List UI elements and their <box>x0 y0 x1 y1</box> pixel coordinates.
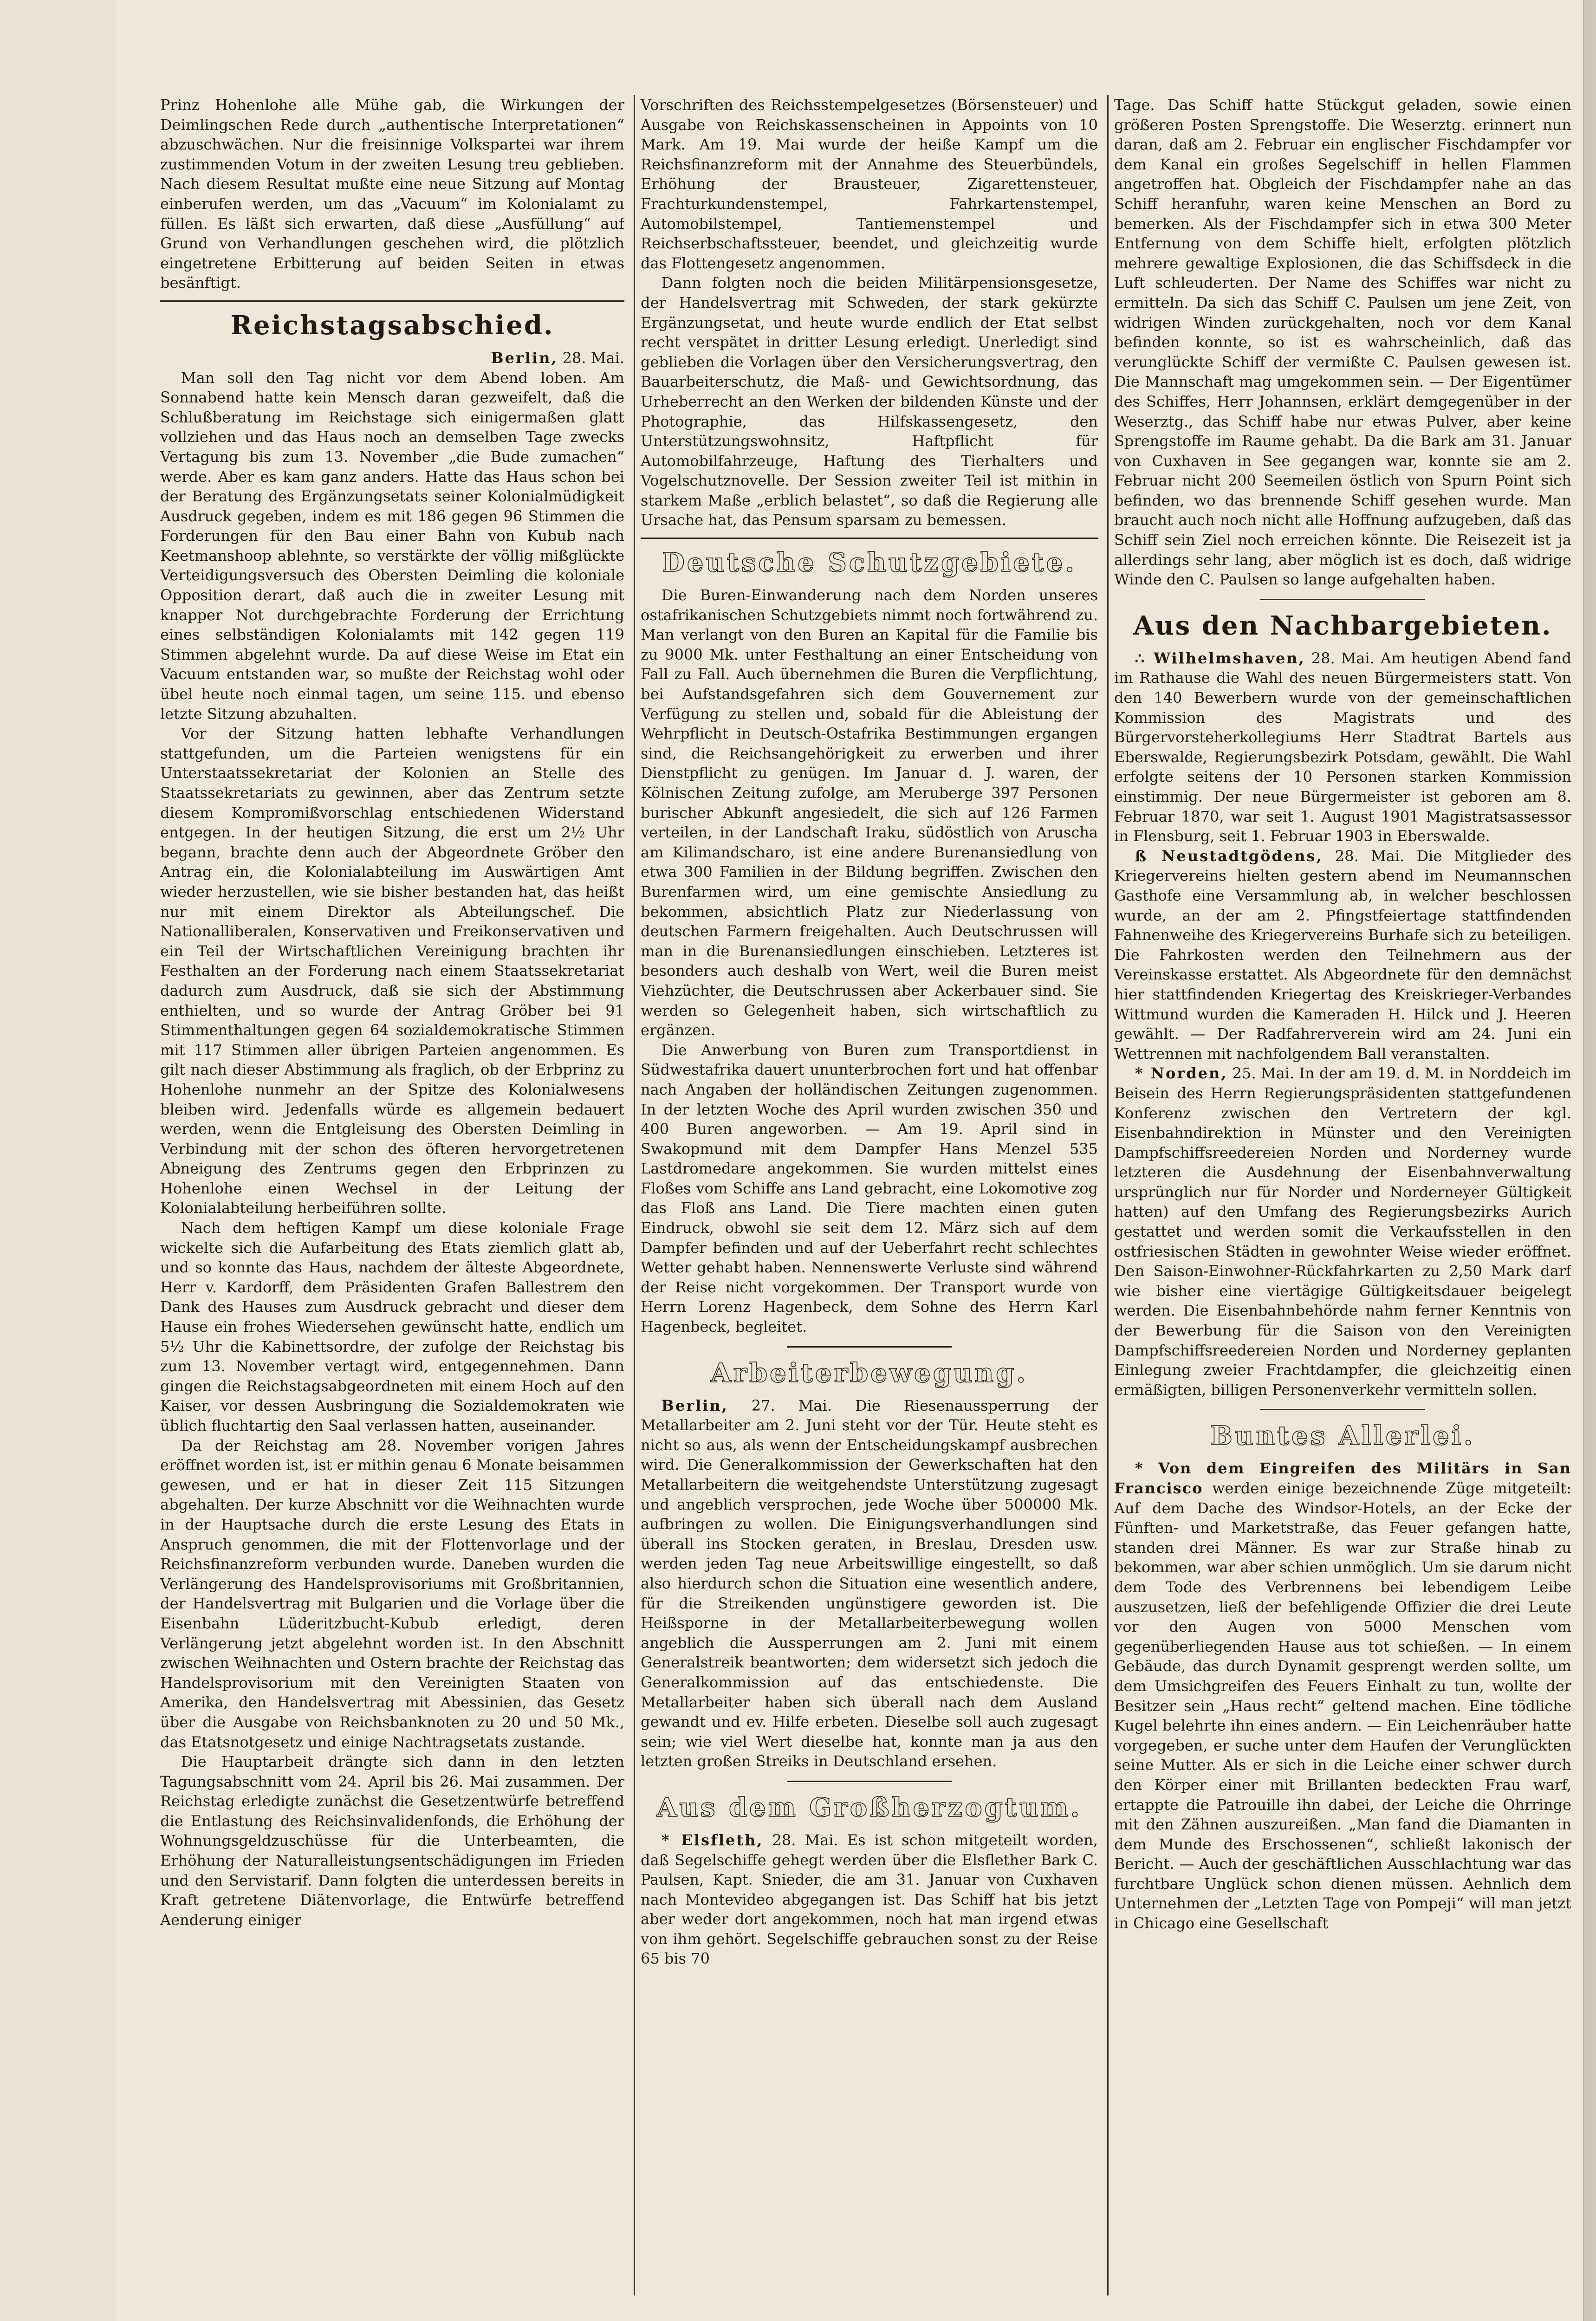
paragraph-text: werden einige bezeichnende Züge mitgeteilt: Auf dem Dache des Windsor-Hotels, an der Ecke der Fünften- und Marketstraße, das Feuer gefangen hatte, standen drei Männer. Es war zur Straße hinab zu bekommen, war aber schien unmöglich. Um sie darum nicht dem Tode des Verbrennens bei lebendigem Leibe auszusetzen, ließ der befehligende Offizier die drei Leute vor den Augen von 5000 Menschen vom gegenüberliegenden Hause aus tot schießen. — In einem Gebäude, das durch Dynamit gesprengt werden sollte, um dem Umsichgreifen des Feuers Einhalt zu tun, wollte der Besitzer sein „Haus recht“ geltend machen. Eine tödliche Kugel belehrte ihn eines andern. — Ein Leichenräuber hatte vorgegeben, er suche unter dem Haufen der Verunglückten seine Mutter. Als er sich in die Leiche einer schwer durch den Körper einer mit Brillanten bedeckten Frau warf, ertappte die Patrouille ihn dabei, der Leiche die Ohrringe mit den Zähnen auszureißen. „Man fand die Diamanten in dem Munde des Erschossenen“, schließt lakonisch der Bericht. — Auch der geschäftlichen Ausschlachtung war das furchtbare Unglück schon dienen müssen. Aehnlich dem Unternehmen der „Letzten Tage von Pompeji“ will man jetzt in Chicago eine Gesellschaft <box>1114 1479 1571 1932</box>
dateline-place: * Norden, <box>1135 1064 1228 1083</box>
divider <box>1260 599 1425 600</box>
section-heading-reichstagsabschied: Reichstagsabschied. <box>230 310 554 341</box>
page-margin <box>0 0 116 2321</box>
dateline-place: ß Neustadtgödens, <box>1135 847 1323 865</box>
continued-paragraph: Tage. Das Schiff hatte Stückgut geladen, sowie einen größeren Posten Sprengstoffe. Die Weserztg. erinnert nun daran, daß am 2. Februar ein englischer Fischdampfer vor dem Kanal ein großes Segelschiff in hellen Flammen angetroffen hat. Obgleich der Fischdampfer nahe an das Schiff heranfuhr, waren keine Menschen an Bord zu bemerken. Als der Fischdampfer sich in etwa 300 Meter Entfernung von dem Schiffe hielt, erfolgten plötzlich mehrere gewaltige Explosionen, die das Schiffsdeck in die Luft schleuderten. Der Name des Schiffes war nicht zu ermitteln. Da sich das Schiff C. Paulsen um jene Zeit, von widrigen Winden zurückgehalten, noch vor dem Kanal befinden konnte, so ist es wahrscheinlich, daß das verunglückte Schiff der vermißte C. Paulsen gewesen ist. Die Mannschaft mag umgekommen sein. — Der Eigentümer des Schiffes, Herr Johannsen, erklärt demgegenüber in der Weserztg., das Schiff habe nur etwas Pulver, aber keine Sprengstoffe im Raume gehabt. Da die Bark am 31. Januar von Cuxhaven in See gegangen war, konnte sie am 2. Februar nicht 200 Seemeilen östlich von Spurn Point sich befinden, wo das brennende Schiff gesehen wurde. Man braucht auch noch nicht alle Hoffnung aufzugeben, daß das Schiff sein Ziel noch erreichen könnte. Die Reisezeit ist ja allerdings sehr lang, aber möglich ist es doch, daß widrige Winde den C. Paulsen so lange aufgehalten haben. <box>1114 96 1571 589</box>
text-columns <box>160 95 1571 2295</box>
divider <box>160 300 624 302</box>
article-paragraph: Die Anwerbung von Buren zum Transportdienst in Südwestafrika dauert ununterbrochen fort und hat offenbar nach Angaben der holländischen Zeitungen zugenommen. In der letzten Woche des April wurden zwischen 350 und 400 Buren angeworben. — Am 19. April sind in Swakopmund mit dem Dampfer Hans Menzel 535 Lastdromedare angekommen. Sie wurden mittelst eines Floßes vom Schiffe ans Land gebracht, eine Lokomotive zog das Floß ans Land. Die Tiere machten einen guten Eindruck, obwohl sie seit dem 12. März sich auf dem Dampfer befinden und auf der Ueberfahrt recht schlechtes Wetter gehabt haben. Nennenswerte Verluste sind während der Reise nicht vorgekommen. Der Transport wurde von Herrn Lorenz Hagenbeck, dem Sohne des Herrn Karl Hagenbeck, begleitet. <box>641 1041 1098 1336</box>
divider <box>1260 1409 1425 1410</box>
section-heading-grossherzogtum: Aus dem Großherzogtum. <box>656 1792 1082 1823</box>
article-paragraph: Die Hauptarbeit drängte sich dann in den letzten Tagungsabschnitt vom 24. April bis 26. Mai zusammen. Der Reichstag erledigte zunächst die Gesetzentwürfe betreffend die Entlastung des Reichsinvalidenfonds, die Erhöhung der Wohnungsgeldzuschüsse für die Unterbeamten, die Erhöhung der Naturalleistungsentschädigungen im Frieden und den Servistarif. Dann folgten die unterdessen bereits in Kraft getretene Diätenvorlage, die Entwürfe betreffend Aenderung einiger <box>160 1753 624 1929</box>
column-2 <box>634 95 1098 2295</box>
section-heading-arbeiterbewegung: Arbeiterbewegung. <box>711 1357 1028 1388</box>
column-3 <box>1107 95 1571 2295</box>
column-1 <box>160 95 624 2295</box>
article-paragraph <box>1114 846 1571 1064</box>
dateline-place: Berlin, <box>661 1396 728 1414</box>
article-paragraph: Dann folgten noch die beiden Militärpensionsgesetze, der Handelsvertrag mit Schweden, der stark gekürzte Ergänzungsetat, und heute wurde endlich der Etat selbst recht verspätet in dritter Lesung erledigt. Unerledigt sind geblieben die Vorlagen über den Versicherungsvertrag, den Bauarbeiterschutz, die Maß- und Gewichtsordnung, das Urheberrecht an den Werken der bildenden Künste und der Photographie, das Hilfskassengesetz, den Unterstützungswohnsitz, Haftpflicht für Automobilfahrzeuge, Haftung des Tierhalters und Vogelschutznovelle. Der Session zweiter Teil ist mithin in starkem Maße „erblich belastet“, so daß die Regierung alle Ursache hat, das Pensum sparsam zu bemessen. <box>641 274 1098 529</box>
section-heading-nachbargebiete: Aus den Nachbargebieten. <box>1133 610 1552 641</box>
page-binding-edge <box>1583 0 1596 2321</box>
paragraph-text: 28. Mai. Die Mitglieder des Kriegervereins hielten gestern abend im Neumannschen Gasthofe eine Versammlung ab, in welcher beschlossen wurde, an der am 2. Pfingstfeiertage stattfindenden Fahnenweihe des Kriegervereins Burhafe sich zu beteiligen. Die Fahrkosten werden den Teilnehmern aus der Vereinskasse erstattet. Als Abgeordnete für den demnächst hier stattfindenden Kriegertag des Kreiskrieger-Verbandes Wittmund wurden die Kameraden H. Hilck und J. Heeren gewählt. — Der Radfahrerverein wird am 24. Juni ein Wettrennen mit nachfolgendem Ball veranstalten. <box>1114 847 1571 1063</box>
continued-paragraph: Prinz Hohenlohe alle Mühe gab, die Wirkungen der Deimlingschen Rede durch „authentische Interpretationen“ abzuschwächen. Nur die freisinnige Volkspartei war ihrem zustimmenden Votum in der zweiten Lesung treu geblieben. Nach diesem Resultat mußte eine neue Sitzung auf Montag einberufen werden, um das „Vacuum“ im Kolonialamt zu füllen. Es läßt sich erwarten, daß diese „Ausfüllung“ auf Grund von Verhandlungen geschehen wird, die plötzlich eingetretene Erbitterung auf beiden Seiten in etwas besänftigt. <box>160 96 624 292</box>
article-paragraph <box>1114 648 1571 846</box>
article-paragraph <box>641 1396 1098 1771</box>
article-paragraph <box>1114 1063 1571 1400</box>
divider <box>787 1346 952 1348</box>
paragraph-text: 28. Mai. Am heutigen Abend fand im Rathause die Wahl des neuen Bürgermeisters statt. Von den 140 Bewerbern wurde von der gemeinschaftlichen Kommission des Magistrats und des Bürgervorsteherkollegiums Herr Stadtrat Bartels aus Eberswalde, Regierungsbezirk Potsdam, gewählt. Die Wahl erfolgte seitens der 10 Personen starken Kommission einstimmig. Der neue Bürgermeister ist geboren am 8. Februar 1870, war seit 1. August 1901 Magistratsassessor in Flensburg, seit 1. Februar 1903 in Eberswalde. <box>1114 649 1571 845</box>
divider <box>787 1781 952 1782</box>
article-paragraph: Die Buren-Einwanderung nach dem Norden unseres ostafrikanischen Schutzgebiets nimmt noch fortwährend zu. Man verlangt von den Buren an Kapital für die Familie bis zu 9000 Mk. unter Festhaltung an einer Entscheidung von Fall zu Fall. Auch übernehmen die Buren die Verpflichtung, bei Aufstandsgefahren sich dem Gouvernement zur Verfügung zu stellen und, sobald für die Ableistung der Wehrpflicht in Deutsch-Ostafrika Bestimmungen ergangen sind, die Reichsangehörigkeit zu erwerben und ihrer Dienstpflicht zu genügen. Im Januar d. J. waren, der Kölnischen Zeitung zufolge, am Meruberge 397 Personen burischer Abkunft angesiedelt, die sich auf 126 Farmen verteilen, in der Landschaft Iraku, südöstlich von Aruscha am Kilimandscharo, ist eine andere Burenansiedlung von etwa 300 Familien in der Bildung begriffen. Zwischen den Burenfarmen wird, um eine gemischte Ansiedlung zu bekommen, absichtlich Platz zur Niederlassung von deutschen Farmern freigehalten. Auch Deutschrussen will man in die Burenansiedlungen einschieben. Letzteres ist besonders auch deshalb von Wert, weil die Buren meist Viehzüchter, die Deutschrussen aber Ackerbauer sind. Sie werden so Gelegenheit haben, sich wirtschaftlich zu ergänzen. <box>641 586 1098 1039</box>
paragraph-text: 28. Mai. Es ist schon mitgeteilt worden, daß Segelschiffe gehegt werden über die Elsflether Bark C. Paulsen, Kapt. Snieder, die am 31. Januar von Cuxhaven nach Montevideo abgegangen ist. Das Schiff hat bis jetzt aber weder dort angekommen, noch hat man irgend etwas von ihm gehört. Segelschiffe gebrauchen sonst zu der Reise 65 bis 70 <box>641 1831 1098 1968</box>
continued-paragraph: Vorschriften des Reichsstempelgesetzes (Börsensteuer) und Ausgabe von Reichskassenscheinen in Appoints von 10 Mark. Am 19. Mai wurde der heiße Kampf um die Reichsfinanzreform mit der Annahme des Steuerbündels, Erhöhung der Brausteuer, Zigarettensteuer, Frachturkundenstempel, Fahrkartenstempel, Automobilstempel, Tantiemenstempel und Reichserbschaftssteuer, beendet, und gleichzeitig wurde das Flottengesetz angenommen. <box>641 96 1098 272</box>
dateline-date: 28. Mai. <box>562 349 624 367</box>
paragraph-text: 25. Mai. In der am 19. d. M. in Norddeich im Beisein des Herrn Regierungspräsidenten stattgefundenen Konferenz zwischen den Vertretern der kgl. Eisenbahndirektion in Münster und den Vereinigten Dampfschiffsreedereien Norden und Norderney wurde letzteren die Ausdehnung der Eisenbahnverwaltung ursprünglich nur für Norder und Norderneyer Gültigkeit hatten) auf den Umfang des Regierungsbezirks Aurich gestattet und werden somit die Verkaufsstellen in den ostfriesischen Städten in gewohnter Weise wieder eröffnet. Den Saison-Einwohner-Rückfahrkarten zu 2,50 Mark darf wie bisher eine viertägige Gültigkeitsdauer beigelegt werden. Die Eisenbahnbehörde nahm ferner Kenntnis von der Bewerbung für die Saison von den Vereinigten Dampfschiffsreedereien Norden und Norderney geplanten Einlegung zweier Frachtdampfer, die gleichzeitig einen ermäßigten, billigen Personenverkehr vermitteln sollen. <box>1114 1064 1571 1399</box>
divider <box>641 538 1098 539</box>
article-paragraph: Da der Reichstag am 28. November vorigen Jahres eröffnet worden ist, ist er mithin genau 6 Monate beisammen gewesen, und er hat in dieser Zeit 115 Sitzungen abgehalten. Der kurze Abschnitt vor die Weihnachten wurde in der Hauptsache durch die erste Lesung des Etats in Anspruch genommen, die mit der Flottenvorlage und der Reichsfinanzreform verbunden wurde. Daneben wurden die Verlängerung des Handelsprovisoriums mit Großbritannien, der Handelsvertrag mit Bulgarien und die Vorlage über die Eisenbahn Lüderitzbucht-Kubub erledigt, deren Verlängerung jetzt abgelehnt worden ist. In den Abschnitt zwischen Weihnachten und Ostern brachte der Reichstag das Handelsprovisorium mit den Vereinigten Staaten von Amerika, den Handelsvertrag mit Abessinien, das Gesetz über die Ausgabe von Reichsbanknoten zu 20 und 50 Mk., das Etatsnotgesetz und einige Nachtragsetats zustande. <box>160 1436 624 1751</box>
article-paragraph <box>641 1830 1098 1969</box>
dateline-place: ∴ Wilhelmshaven, <box>1135 649 1305 667</box>
dateline-place: * Elsfleth, <box>661 1831 764 1849</box>
item-title: * Von dem Eingreifen des Militärs in San Francisco <box>1114 1459 1571 1497</box>
article-paragraph: Vor der Sitzung hatten lebhafte Verhandlungen stattgefunden, um die Parteien wenigstens für ein Unterstaatssekretariat der Kolonien an Stelle des Staatssekretariats zu gewinnen, aber das Zentrum setzte diesem Kompromißvorschlag entschiedenen Widerstand entgegen. In der heutigen Sitzung, die erst um 2½ Uhr begann, brachte denn auch der Abgeordnete Gröber den Antrag ein, die Kolonialabteilung im Auswärtigen Amt wieder herzustellen, wie sie bisher bestanden hat, das heißt nur mit einem Direktor als Abteilungschef. Die Nationalliberalen, Konservativen und Freikonservativen und ein Teil der Wirtschaftlichen Vereinigung brachten ihr Festhalten an der Forderung nach einem Staatssekretariat dadurch zum Ausdruck, daß sie sich der Abstimmung enthielten, und so wurde der Antrag Gröber bei 91 Stimmenthaltungen gegen 64 sozialdemokratische Stimmen mit 117 Stimmen aller übrigen Parteien angenommen. Es gilt nach dieser Abstimmung als fraglich, ob der Erbprinz zu Hohenlohe nunmehr an der Spitze des Kolonialwesens bleiben wird. Jedenfalls würde es allgemein bedauert werden, wenn die Entgleisung des Obersten Deimling in Verbindung mit der schon des öfteren hervorgetretenen Abneigung des Zentrums gegen den Erbprinzen zu Hohenlohe einen Wechsel in der Leitung der Kolonialabteilung herbeiführen sollte. <box>160 725 624 1217</box>
article-paragraph <box>1114 1459 1571 1933</box>
section-heading-buntes-allerlei: Buntes Allerlei. <box>1210 1420 1475 1452</box>
dateline-place: Berlin, <box>491 349 558 367</box>
dateline <box>160 348 624 368</box>
paragraph-text: 27. Mai. Die Riesenaussperrung der Metallarbeiter am 2. Juni steht vor der Tür. Heute steht es nicht so aus, als wenn der Entscheidungskampf ausbrechen wird. Die Generalkommission der Gewerkschaften hat den Metallarbeitern die weitgehendste Unterstützung zugesagt und angeblich versprochen, jede Woche über 500000 Mk. aufbringen zu wollen. Die Einigungsverhandlungen sind überall ins Stocken geraten, in Breslau, Dresden usw. werden jeden Tag neue Arbeitswillige eingestellt, so daß also hierdurch schon die Situation eine wesentlich andere, für die Streikenden ungünstigere geworden ist. Die Heißsporne in der Metallarbeiterbewegung wollen angeblich die Aussperrungen am 2. Juni mit einem Generalstreik beantworten; dem widersetzt sich jedoch die Generalkommission auf das entschiedenste. Die Metallarbeiter haben sich überall nach dem Ausland gewandt und ev. Hilfe erbeten. Dieselbe soll auch zugesagt sein; wie viel Wert dieselbe hat, konnte man ja aus den letzten großen Streiks in Deutschland ersehen. <box>641 1396 1098 1770</box>
article-paragraph: Nach dem heftigen Kampf um diese koloniale Frage wickelte sich die Aufarbeitung des Etats ziemlich glatt ab, und so konnte das Haus, nachdem der älteste Abgeordnete, Herr v. Kardorff, dem Präsidenten Grafen Ballestrem den Dank des Hauses zum Ausdruck gebracht und dieser dem Hause ein frohes Wiedersehen gewünscht hatte, endlich um 5½ Uhr die Kabinettsordre, der zufolge der Reichstag bis zum 13. November vertagt wird, entgegennehmen. Dann gingen die Reichstagsabgeordneten mit einem Hoch auf den Kaiser, vor dessen Ausbringung die Sozialdemokraten wie üblich fluchtartig den Saal verlassen hatten, auseinander. <box>160 1219 624 1434</box>
article-paragraph: Man soll den Tag nicht vor dem Abend loben. Am Sonnabend hatte kein Mensch daran gezweifelt, daß die Schlußberatung im Reichstage sich einigermaßen glatt vollziehen und das Haus noch an demselben Tage zwecks Vertagung bis zum 13. November „die Bude zumachen“ werde. Aber es kam ganz anders. Hatte das Haus schon bei der Beratung des Ergänzungsetats seiner Kolonialmüdigkeit Ausdruck gegeben, indem es mit 186 gegen 96 Stimmen die Forderungen für den Bau einer Bahn von Kubub nach Keetmanshoop ablehnte, so verstärkte der völlig mißglückte Verteidigungsversuch des Obersten Deimling die koloniale Opposition derart, daß auch die in zweiter Lesung mit knapper Not durchgebrachte Forderung der Errichtung eines selbständigen Kolonialamts mit 142 gegen 119 Stimmen abgelehnt wurde. Da auf diese Weise im Etat ein Vacuum entstanden war, so mußte der Reichstag wohl oder übel heute noch einmal tagen, um seine 115. und ebenso letzte Sitzung abzuhalten. <box>160 369 624 723</box>
section-heading-schutzgebiete: Deutsche Schutzgebiete. <box>662 547 1077 578</box>
